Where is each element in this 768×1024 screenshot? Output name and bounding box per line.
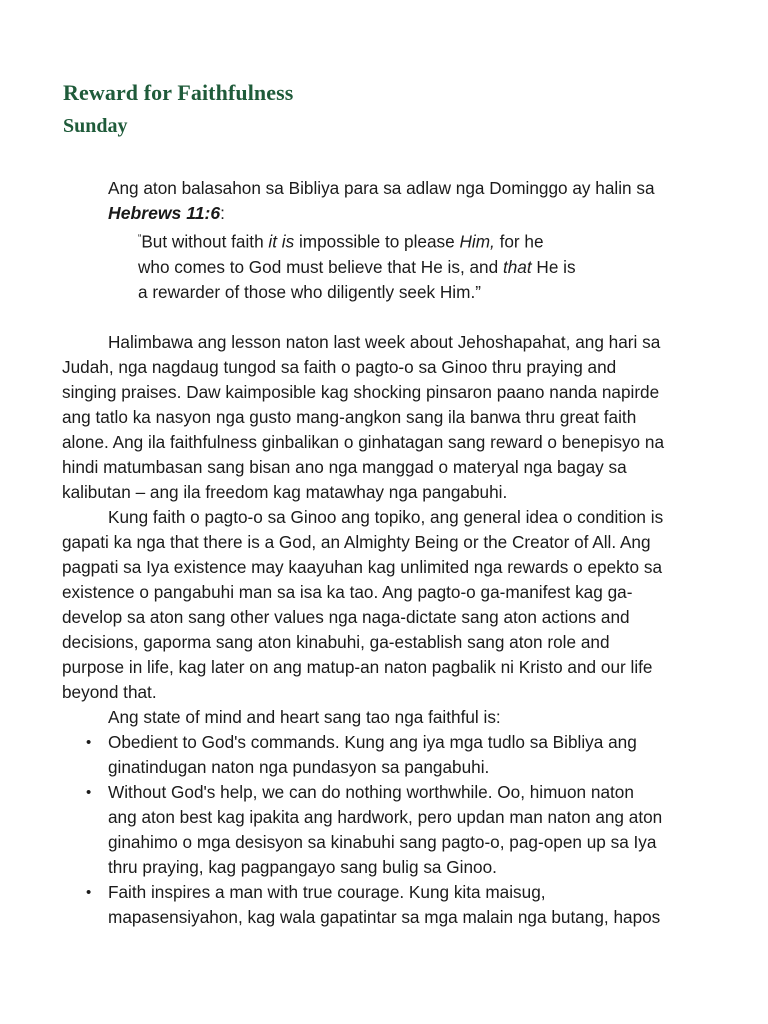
paragraph-line: alone. Ang ila faithfulness ginbalikan o ginhatagan sang reward o benepisyo na [62, 431, 664, 452]
paragraph-line: purpose in life, kag later on ang matup-an naton pagbalik ni Kristo and our life [62, 656, 653, 677]
list-item-line: thru praying, kag pagpangayo sang bulig sa Ginoo. [108, 856, 497, 877]
paragraph-line: pagpati sa Iya existence may kaayuhan kag unlimited nga rewards o epekto sa [62, 556, 663, 577]
paragraph-line: Judah, nga nagdaug tungod sa faith o pagto-o sa Ginoo thru praying and [62, 356, 617, 377]
intro-text: Ang aton balasahon sa Bibliya para sa adlaw nga Dominggo ay halin sa [108, 178, 655, 198]
scripture-quote [62, 226, 707, 305]
paragraph-2 [62, 505, 707, 705]
list-item-line: Faith inspires a man with true courage. Kung kita maisug, [108, 881, 546, 902]
list-item-line: ang aton best kag ipakita ang hardwork, pero updan man naton ang aton [108, 806, 663, 827]
paragraph-1 [62, 330, 707, 505]
paragraph-line: beyond that. [62, 681, 157, 702]
list-item [62, 730, 707, 780]
quote-line-1: “But without faith it is impossible to please Him, for he [138, 231, 544, 252]
paragraph-line: Halimbawa ang lesson naton last week about Jehoshapahat, ang hari sa [108, 331, 661, 352]
quote-line-3: a rewarder of those who diligently seek Him.” [138, 281, 481, 302]
bullet-icon: • [86, 733, 92, 751]
bullet-icon: • [86, 883, 92, 901]
paragraph-line: Kung faith o pagto-o sa Ginoo ang topiko, ang general idea o condition is [108, 506, 664, 527]
paragraph-line: singing praises. Daw kaimposible kag shocking pinsaron paano nanda napirde [62, 381, 660, 402]
bullet-icon: • [86, 783, 92, 801]
intro-paragraph [62, 176, 707, 226]
bullet-list [62, 730, 707, 930]
paragraph-line: kalibutan – ang ila freedom kag matawhay nga pangabuhi. [62, 481, 508, 502]
paragraph-line: ang tatlo ka nasyon nga gusto mang-angkon sang ila banwa thru great faith [62, 406, 637, 427]
intro-colon: : [220, 203, 225, 223]
paragraph-line: gapati ka nga that there is a God, an Almighty Being or the Creator of All. Ang [62, 531, 651, 552]
document-body [62, 176, 707, 930]
page-title: Reward for Faithfulness [63, 80, 294, 105]
page-subtitle: Sunday [63, 115, 128, 137]
list-item-line: Without God's help, we can do nothing worthwhile. Oo, himuon naton [108, 781, 634, 802]
quote-line-2: who comes to God must believe that He is, and that He is [138, 256, 576, 277]
list-item-line: Obedient to God's commands. Kung ang iya mga tudlo sa Bibliya ang [108, 731, 637, 752]
scripture-reference: Hebrews 11:6 [108, 203, 221, 223]
list-item-line: mapasensiyahon, kag wala gapatintar sa mga malain nga butang, hapos [108, 906, 661, 927]
list-item-line: ginatindugan naton nga pundasyon sa pangabuhi. [108, 756, 490, 777]
quote-open-mark: “ [138, 233, 142, 244]
paragraph-line: develop sa aton sang other values nga naga-dictate sang aton actions and [62, 606, 630, 627]
paragraph-line: hindi matumbasan sang bisan ano nga manggad o materyal nga bagay sa [62, 456, 627, 477]
list-item [62, 780, 707, 880]
list-item-line: ginahimo o mga desisyon sa kinabuhi sang pagto-o, pag-open up sa Iya [108, 831, 657, 852]
paragraph-line: Ang state of mind and heart sang tao nga faithful is: [108, 706, 501, 727]
paragraph-line: existence o pangabuhi man sa isa ka tao. Ang pagto-o ga-manifest kag ga- [62, 581, 633, 602]
paragraph-3 [62, 705, 707, 730]
list-item [62, 880, 707, 930]
paragraph-line: decisions, gaporma sang aton kinabuhi, ga-establish sang aton role and [62, 631, 610, 652]
spacer [62, 305, 707, 330]
